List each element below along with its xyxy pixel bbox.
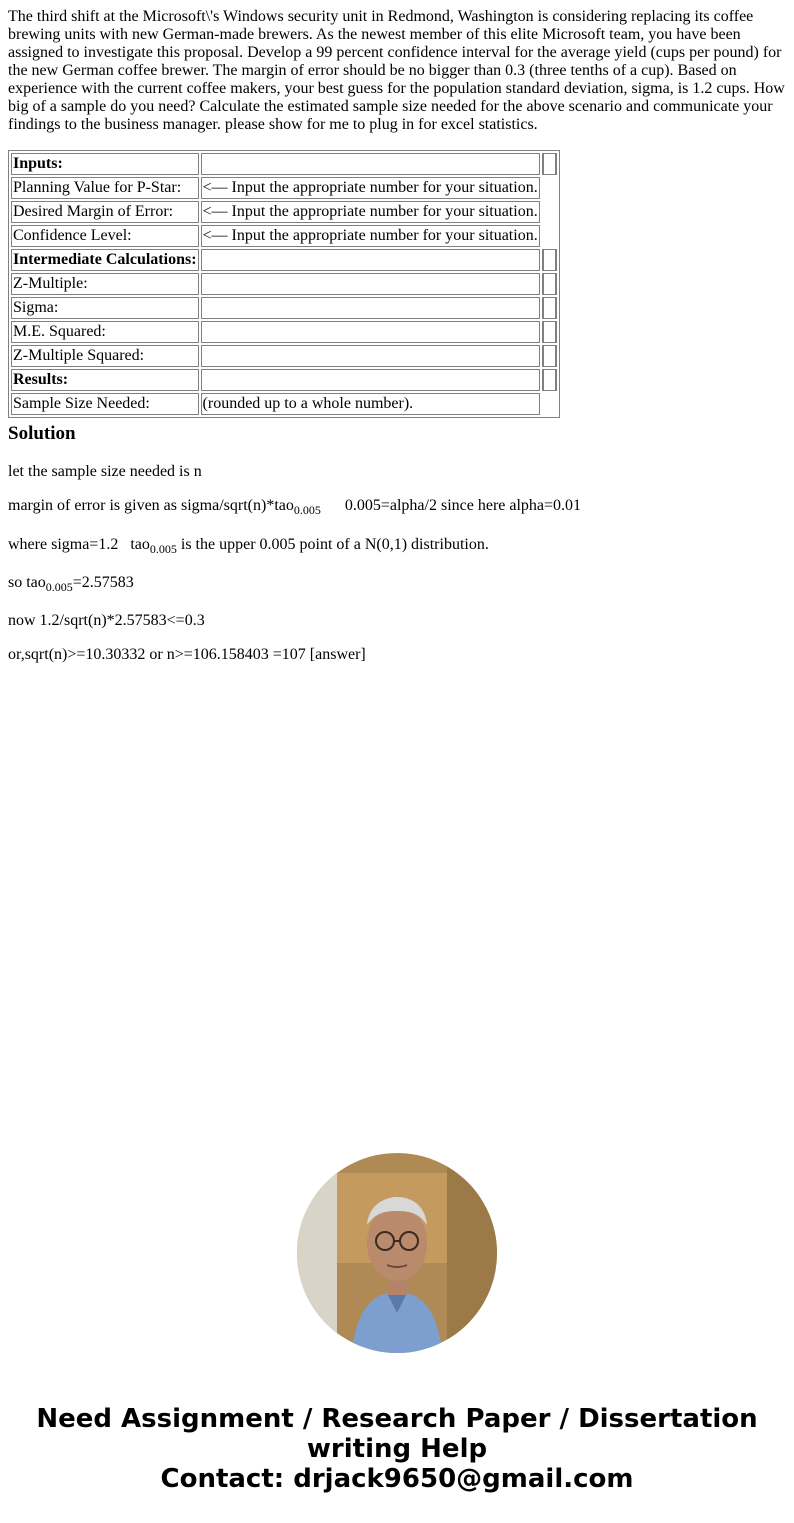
subscript: 0.005 [149,542,177,556]
solution-text: where sigma=1.2 [8,536,119,553]
results-header: Results: [11,369,199,391]
input-value-cell[interactable] [201,153,540,175]
extra-cell [542,153,557,175]
table-row [11,297,557,319]
extra-cell [542,249,557,271]
extra-cell [542,321,557,343]
value-cell[interactable] [201,369,540,391]
row-label: Z-Multiple: [11,273,199,295]
question-text: The third shift at the Microsoft\'s Windows security unit in Redmond, Washington is considering replacing its coffee brewing units with new German-made brewers. As the newest member of this elite Microsoft team, you have been assigned to investigate this proposal. Develop a 99 percent confidence interval for the average yield (cups per pound) for the new German coffee brewer. The margin of error should be no bigger than 0.3 (three tenths of a cup). Based on experience with the current coffee makers, your best guess for the population standard deviation, sigma, is 1.2 cups. How big of a sample do you need? Calculate the estimated sample size needed for the above scenario and communicate your findings to the business manager. please show for me to plug in for excel statistics. [8,8,785,133]
table-row [11,273,557,295]
table-row [11,177,557,199]
row-note[interactable]: <— Input the appropriate number for your situation. [201,225,540,247]
value-cell[interactable] [201,321,540,343]
table-row [11,321,557,343]
row-note[interactable]: <— Input the appropriate number for your situation. [201,177,540,199]
row-note[interactable]: <— Input the appropriate number for your situation. [201,201,540,223]
extra-cell [542,345,557,367]
solution-line [8,497,581,515]
table-row [11,345,557,367]
value-cell[interactable] [201,273,540,295]
solution-line [8,463,202,481]
extra-cell [542,273,557,295]
row-label: Sample Size Needed: [11,393,199,415]
solution-line [8,536,489,554]
row-label: Desired Margin of Error: [11,201,199,223]
extra-cell [542,225,557,247]
calculation-table [8,150,560,418]
footer-line: writing Help [306,1434,488,1464]
value-cell[interactable] [201,345,540,367]
row-note[interactable]: (rounded up to a whole number). [201,393,540,415]
contact-line[interactable]: Contact: drjack9650@gmail.com [160,1464,634,1494]
inputs-header: Inputs: [11,153,199,175]
solution-text: =2.57583 [72,574,134,591]
extra-cell [542,297,557,319]
extra-cell [542,201,557,223]
row-label: Confidence Level: [11,225,199,247]
extra-cell [542,177,557,199]
intermediate-header: Intermediate Calculations: [11,249,199,271]
solution-heading: Solution [8,423,76,444]
solution-line [8,574,134,592]
author-avatar [297,1153,497,1353]
solution-text: now 1.2/sqrt(n)*2.57583<=0.3 [8,612,205,629]
solution-text: margin of error is given as sigma/sqrt(n)*tao [8,497,294,514]
row-label: M.E. Squared: [11,321,199,343]
subscript: 0.005 [45,580,73,594]
extra-cell [542,369,557,391]
table-row [11,369,557,391]
value-cell[interactable] [201,297,540,319]
row-label: Sigma: [11,297,199,319]
table-row [11,249,557,271]
solution-text: let the sample size needed is n [8,463,202,480]
table-row [11,201,557,223]
solution-text: or,sqrt(n)>=10.30332 or n>=106.158403 =107 [answer] [8,646,366,663]
subscript: 0.005 [293,503,321,517]
solution-text: is the upper 0.005 point of a N(0,1) distribution. [176,536,489,553]
solution-text: 0.005=alpha/2 since here alpha=0.01 [344,497,582,514]
solution-text: so tao [8,574,46,591]
table-row [11,225,557,247]
table-row [11,153,557,175]
footer-banner [0,1404,794,1494]
row-label: Planning Value for P-Star: [11,177,199,199]
extra-cell [542,393,557,415]
value-cell[interactable] [201,249,540,271]
solution-line [8,612,205,630]
solution-line [8,646,366,664]
author-portrait [297,1153,497,1353]
table-row [11,393,557,415]
footer-line: Need Assignment / Research Paper / Dissertation [36,1404,758,1434]
row-label: Z-Multiple Squared: [11,345,199,367]
solution-text: tao [130,536,150,553]
